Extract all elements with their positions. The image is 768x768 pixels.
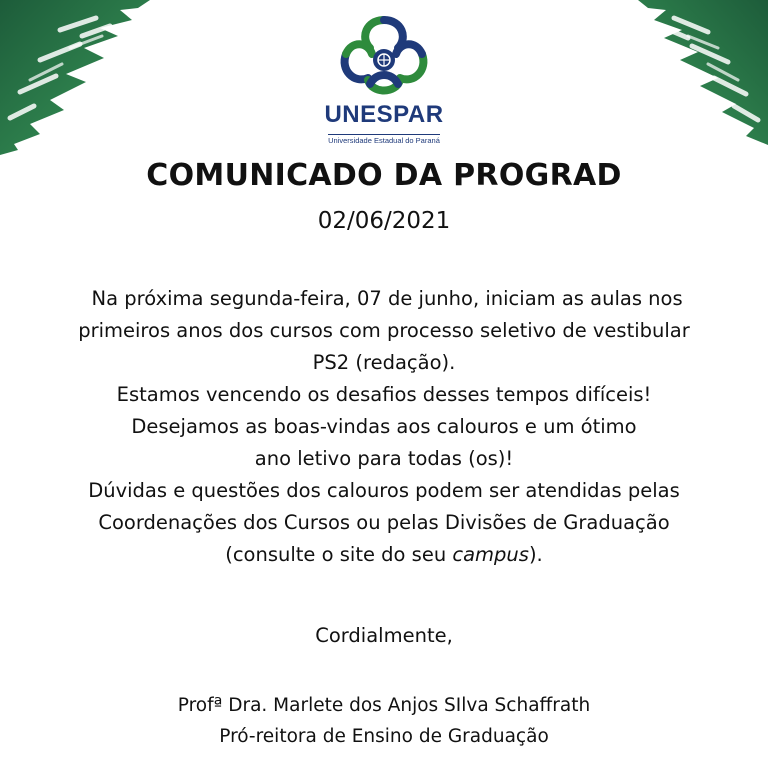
body-line: Desejamos as boas-vindas aos calouros e um ótimo [131, 415, 637, 438]
announcement-date: 02/06/2021 [317, 208, 451, 234]
page-title: COMUNICADO DA PROGRAD [146, 158, 622, 193]
signature-name: Profª Dra. Marlete dos Anjos SIlva Schaffrath [177, 695, 591, 716]
signature-block [0, 690, 768, 752]
logo-name: UNESPAR [324, 101, 444, 128]
body-line: Coordenações dos Cursos ou pelas Divisões de Graduação [98, 511, 670, 534]
body-line: Dúvidas e questões dos calouros podem ser atendidas pelas [88, 479, 680, 502]
announcement-body [40, 283, 728, 571]
green-brush-decoration-left [0, 0, 150, 155]
closing-salutation: Cordialmente, [315, 624, 453, 647]
body-line: Na próxima segunda-feira, 07 de junho, iniciam as aulas nos [85, 287, 683, 310]
green-brush-decoration-right [638, 0, 768, 145]
body-line: Estamos vencendo os desafios desses tempos difíceis! [116, 383, 652, 406]
unespar-emblem-icon [336, 14, 432, 100]
unespar-logo [314, 14, 454, 147]
body-line: PS2 (redação). [312, 351, 456, 374]
logo-subtitle: Universidade Estadual do Paraná [328, 136, 440, 145]
body-line: ano letivo para todas (os)! [254, 447, 514, 470]
signature-role: Pró-reitora de Ensino de Graduação [219, 726, 549, 747]
body-line-last [40, 539, 728, 571]
campus-word: campus [452, 543, 529, 566]
body-line: primeiros anos dos cursos com processo seletivo de vestibular [78, 319, 690, 342]
body-line-last-after: ). [528, 543, 543, 566]
body-line-last-before: (consulte o site do seu [225, 543, 453, 566]
